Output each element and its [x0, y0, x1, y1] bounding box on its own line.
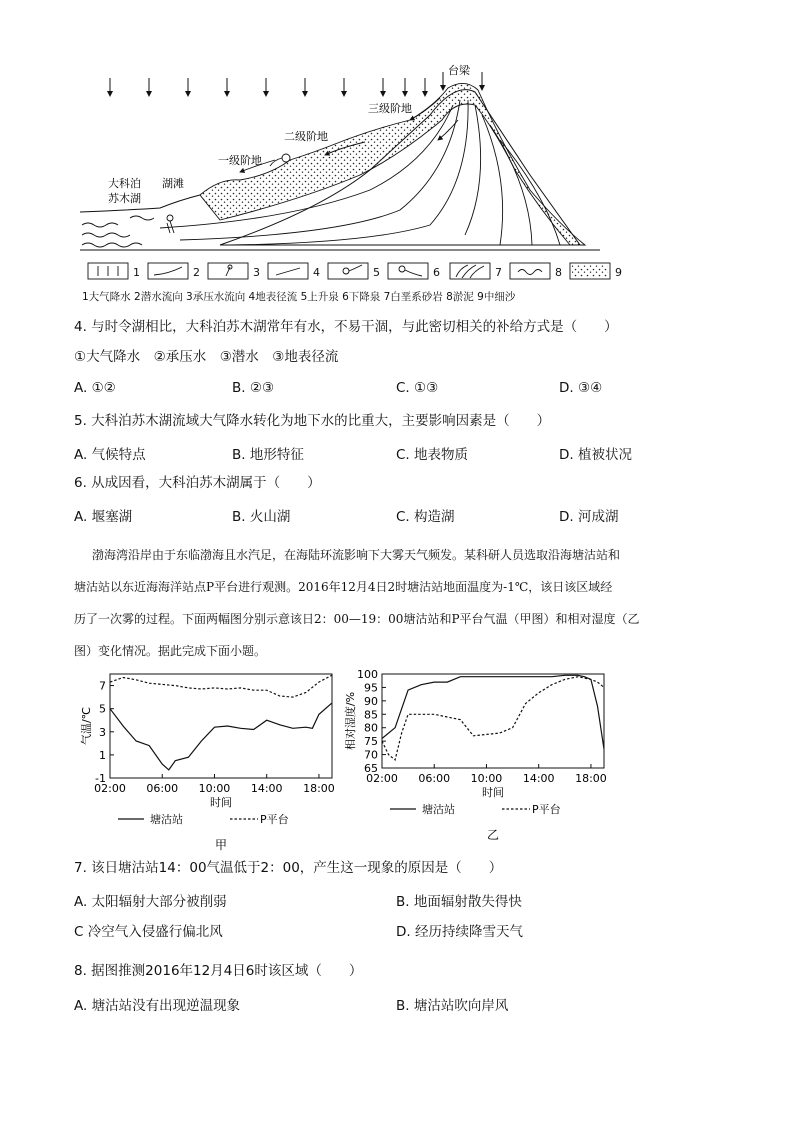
q6-option-d[interactable]: D. 河成湖	[559, 509, 619, 525]
series-line-tanggu	[382, 675, 604, 749]
legend-label-p-platform: P平台	[260, 813, 289, 826]
series-line-tanggu	[110, 703, 332, 770]
q4-stem: 4. 与时令湖相比，大科泊苏木湖常年有水，不易干涸，与此密切相关的补给方式是（ ）	[74, 319, 618, 335]
y-tick-label: 65	[364, 762, 378, 775]
series-line-p-platform	[382, 677, 604, 760]
q4-option-c[interactable]: C. ①③	[396, 380, 439, 396]
q5-option-c[interactable]: C. 地表物质	[396, 447, 469, 463]
label-beach: 湖滩	[162, 177, 184, 190]
reading-passage	[74, 539, 732, 667]
y-tick-label: 5	[99, 702, 106, 716]
passage-line-2: 塘沽站以东近海海洋站点P平台进行观测。2016年12月4日2时塘沽站地面温度为-1℃，该日该区域经	[74, 580, 613, 594]
q7-stem: 7. 该日塘沽站14：00气温低于2：00，产生这一现象的原因是（ ）	[74, 860, 503, 876]
q5-option-d[interactable]: D. 植被状况	[559, 447, 632, 463]
y-tick-label: 90	[364, 694, 378, 708]
x-tick-label: 18:00	[575, 772, 607, 785]
x-tick-label: 18:00	[303, 782, 335, 795]
svg-text:9: 9	[615, 266, 622, 279]
label-lake-line1: 大科泊	[108, 177, 141, 190]
svg-text:3: 3	[253, 266, 260, 279]
figure1-legend-text: 1大气降水 2潜水流向 3承压水流向 4地表径流 5上升泉 6下降泉 7白垩系砂岩 8淤泥 9中细沙	[82, 291, 516, 303]
y-axis-label: 相对湿度/%	[344, 691, 357, 751]
label-tailiang: 台梁	[448, 64, 470, 77]
x-tick-label: 02:00	[94, 782, 126, 795]
q5-option-a[interactable]: A. 气候特点	[74, 447, 146, 463]
y-tick-label: 1	[99, 748, 106, 762]
label-level3: 三级阶地	[368, 102, 412, 115]
x-axis-label: 时间	[482, 786, 504, 799]
precipitation-arrows	[110, 72, 482, 96]
temperature-chart-jia	[78, 668, 348, 852]
label-lake-line2: 苏木湖	[108, 192, 141, 205]
legend-label-tanggu: 塘沽站	[150, 813, 183, 826]
y-tick-label: 3	[99, 725, 106, 739]
q8-stem: 8. 据图推测2016年12月4日6时该区域（ ）	[74, 963, 363, 979]
label-level2: 二级阶地	[284, 130, 328, 143]
q4-option-d[interactable]: D. ③④	[559, 380, 603, 396]
x-tick-label: 06:00	[418, 772, 451, 785]
q8-option-a[interactable]: A. 塘沽站没有出现逆温现象	[74, 998, 241, 1014]
x-axis-label: 时间	[210, 796, 232, 809]
q7-option-a[interactable]: A. 太阳辐射大部分被削弱	[74, 894, 227, 910]
x-tick-label: 10:00	[470, 772, 503, 785]
x-tick-label: 14:00	[522, 772, 555, 785]
passage-line-4: 图）变化情况。据此完成下面小题。	[74, 644, 267, 658]
x-tick-label: 10:00	[198, 782, 231, 795]
q7-option-d[interactable]: D. 经历持续降雪天气	[396, 924, 523, 940]
chart-title: 乙	[486, 828, 500, 842]
q6-option-b[interactable]: B. 火山湖	[232, 509, 291, 525]
y-tick-label: 85	[364, 708, 378, 722]
svg-text:2: 2	[193, 266, 200, 279]
figure1-legend-symbols	[88, 262, 628, 282]
svg-text:4: 4	[313, 266, 320, 279]
y-tick-label: 95	[364, 681, 378, 695]
svg-text:1: 1	[133, 266, 140, 279]
q4-option-b[interactable]: B. ②③	[232, 380, 275, 396]
x-tick-label: 06:00	[146, 782, 179, 795]
q4-option-a[interactable]: A. ①②	[74, 380, 116, 396]
passage-line-1: 渤海湾沿岸由于东临渤海且水汽足，在海陆环流影响下大雾天气频发。某科研人员选取沿海塘沽站和	[92, 548, 621, 562]
series-line-p-platform	[110, 675, 332, 697]
legend-label-tanggu: 塘沽站	[422, 803, 455, 816]
svg-text:6: 6	[433, 266, 440, 279]
q6-option-a[interactable]: A. 堰塞湖	[74, 509, 133, 525]
chart-title: 甲	[214, 838, 228, 852]
passage-line-3: 历了一次雾的过程。下面两幅图分别示意该日2：00—19：00塘沽站和P平台气温（甲图）和相对湿度（乙	[74, 612, 640, 626]
terrace-cross-section-diagram	[70, 60, 640, 255]
svg-text:7: 7	[495, 266, 502, 279]
q7-option-c[interactable]: C 冷空气入侵盛行偏北风	[74, 924, 223, 940]
y-axis-label: 气温/℃	[80, 706, 93, 746]
y-tick-label: 75	[364, 735, 378, 749]
svg-text:5: 5	[373, 266, 380, 279]
q5-stem: 5. 大科泊苏木湖流域大气降水转化为地下水的比重大，主要影响因素是（ ）	[74, 413, 551, 429]
y-tick-label: 70	[364, 748, 378, 762]
svg-text:8: 8	[555, 266, 562, 279]
x-tick-label: 02:00	[366, 772, 398, 785]
q7-option-b[interactable]: B. 地面辐射散失得快	[396, 894, 522, 910]
lake-water-waves	[82, 216, 154, 247]
y-tick-label: 100	[357, 668, 378, 681]
y-tick-label: 80	[364, 721, 378, 735]
q4-sub: ①大气降水 ②承压水 ③潜水 ③地表径流	[74, 349, 339, 365]
x-tick-label: 14:00	[250, 782, 283, 795]
q8-option-b[interactable]: B. 塘沽站吹向岸风	[396, 998, 509, 1014]
q6-option-c[interactable]: C. 构造湖	[396, 509, 455, 525]
q6-stem: 6. 从成因看，大科泊苏木湖属于（ ）	[74, 475, 321, 491]
humidity-chart-yi	[344, 668, 618, 846]
y-tick-label: 7	[99, 679, 106, 693]
label-level1: 一级阶地	[218, 154, 262, 167]
legend-label-p-platform: P平台	[532, 803, 561, 816]
y-tick-label: -1	[95, 772, 106, 785]
q5-option-b[interactable]: B. 地形特征	[232, 447, 304, 463]
plot-frame	[382, 674, 604, 768]
